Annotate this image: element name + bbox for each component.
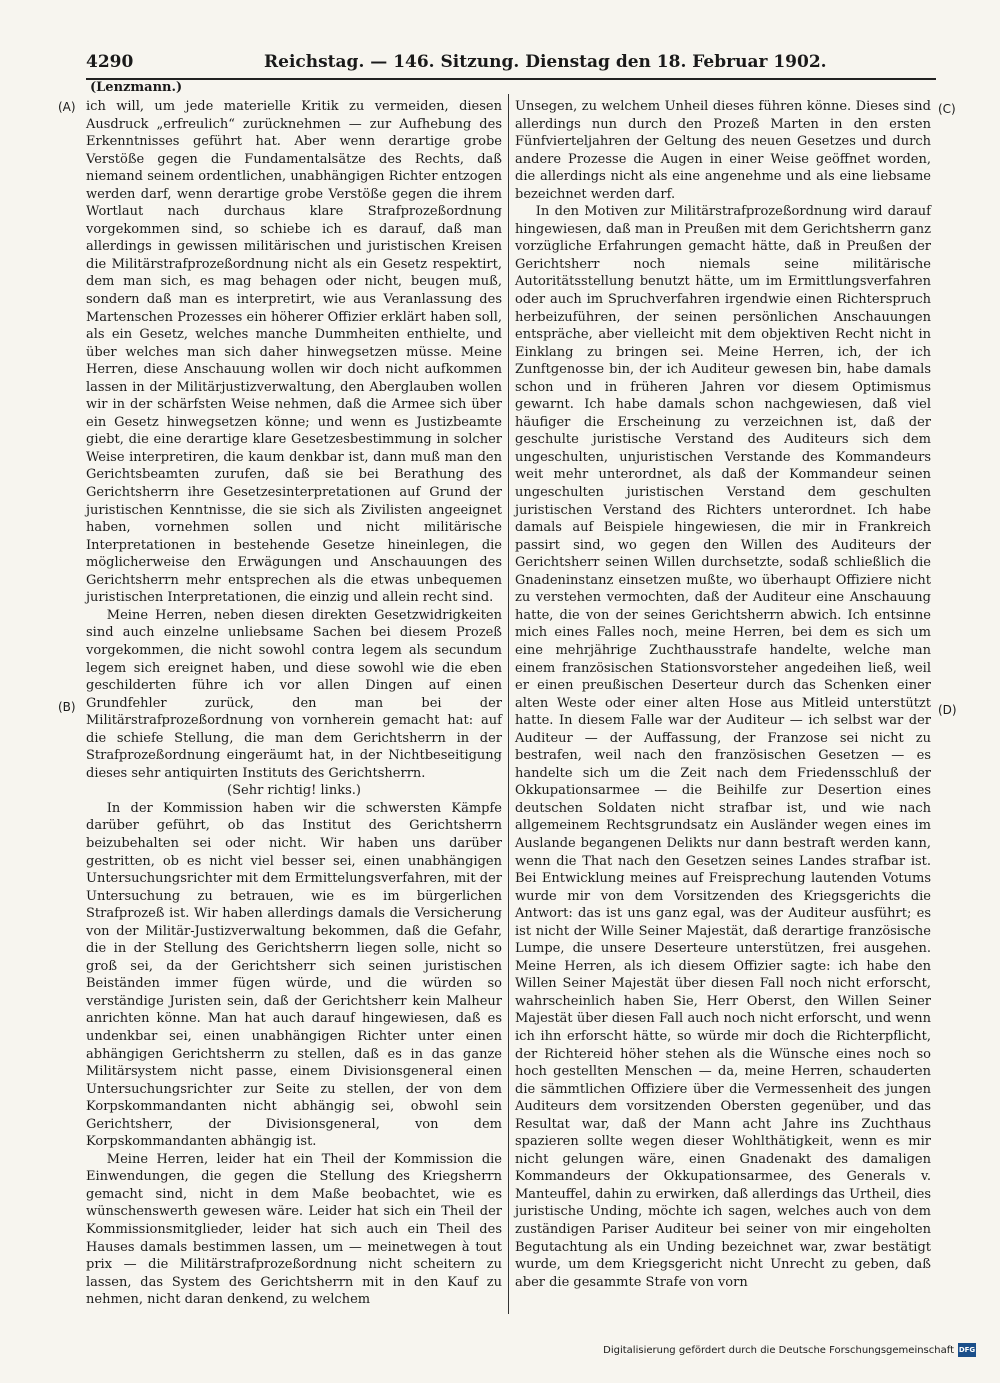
- running-title: Reichstag. — 146. Sitzung. Dienstag den 18. Februar 1902.: [264, 52, 827, 72]
- digitization-footer: [603, 1343, 976, 1357]
- footer-text: Digitalisierung gefördert durch die Deutsche Forschungsgemeinschaft: [603, 1344, 954, 1356]
- margin-marker-c: (C): [938, 102, 956, 116]
- paragraph: Meine Herren, leider hat ein Theil der Kommission die Einwendungen, die gegen die Stellung des Kriegsherrn gemacht sind, nicht in dem Maße beobachtet, wie es wünschenswerth gewesen wäre. Leider hat sich ein Theil der Kommissionsmitglieder, leider hat sich auch ein Theil des Hauses damals bestimmen lassen, um — meinetwegen à tout prix — die Militärstrafprozeßordnung nicht scheitern zu lassen, das System des Gerichtsherrn mit in den Kauf zu nehmen, nicht daran denkend, zu welchem: [86, 1151, 502, 1308]
- page-number: 4290: [86, 52, 134, 72]
- paragraph: Unsegen, zu welchem Unheil dieses führen könne. Dieses sind allerdings nun durch den Prozeß Marten in den ersten Fünfvierteljahren der Geltung des neuen Gesetzes und durch andere Prozesse die Augen in einer Weise geöffnet worden, die allerdings nicht als eine angenehme und als eine liebsame bezeichnet werden darf.: [515, 99, 931, 202]
- paragraph: ich will, um jede materielle Kritik zu vermeiden, diesen Ausdruck „erfreulich“ zurücknehmen — zur Aufhebung des Erkenntnisses geführt hat. Aber wenn derartige grobe Verstöße gegen die Fundamentalsätze des Rechts, daß niemand seinem ordentlichen, unabhängigen Richter entzogen werden darf, wenn derartige grobe Verstöße gegen die ihrem Wortlaut nach durchaus klare Strafprozeßordnung vorgekommen sind, so schiebe ich es darauf, daß man allerdings in gewissen militärischen und juristischen Kreisen die Militärstrafprozeßordnung nicht als ein Gesetz respektirt, dem man sich, es mag behagen oder nicht, beugen muß, sondern daß man es interpretirt, wie aus Veranlassung des Martenschen Prozesses ein höherer Offizier erklärt haben soll, als ein Gesetz, welches manche Dummheiten enthielte, und über welches man sich daher hinwegsetzen müsse. Meine Herren, diese Anschauung wollen wir doch nicht aufkommen lassen in der Militärjustizverwaltung, den Aberglauben wollen wir in der schärfsten Weise nehmen, daß die Armee sich über ein Gesetz hinwegsetzen könne; und wenn es Justizbeamte giebt, die eine derartige klare Gesetzesbestimmung in solcher Weise interpretiren, die kaum denkbar ist, dann muß man den Gerichtsbeamten zurufen, daß sie bei Berathung des Gerichtsherrn ihre Gesetzesinterpretationen auf Grund der juristischen Kenntnisse, die sie sich als Zivilisten angeeignet haben, vornehmen sollen und nicht militärische Interpretationen in bestehende Gesetze hineinlegen, die möglicherweise den Erwägungen und Anschauungen des Gerichtsherrn mehr entsprechen als die etwas unbequemen juristischen Interpretationen, die einzig und allein recht sind.: [86, 99, 502, 606]
- paragraph: In den Motiven zur Militärstrafprozeßordnung wird darauf hingewiesen, daß man in Preußen mit dem Gerichtsherrn ganz vorzügliche Erfahrungen gemacht hätte, daß in Preußen der Gerichtsherr noch niemals seine militärische Autoritätsstellung benutzt hätte, um im Ermittlungsverfahren oder auch im Spruchverfahren irgendwie einen Richterspruch herbeizuführen, der seinen persönlichen Anschauungen entspräche, aber vielleicht mit dem objektiven Recht nicht in Einklang zu bringen sei. Meine Herren, ich, der ich Zunftgenosse bin, der ich Auditeur gewesen bin, habe damals schon und in früheren Jahren vor diesem Optimismus gewarnt. Ich habe damals schon nachgewiesen, daß viel häufiger die Erscheinung zu verzeichnen ist, daß der geschulte juristische Verstand des Auditeurs sich dem ungeschulten, unjuristischen Verstande des Kommandeurs weit mehr unterordnet, als daß der Kommandeur seinen ungeschulten juristischen Verstand dem geschulten juristischen Verstand des Richters unterordnet. Ich habe damals auf Beispiele hingewiesen, die mir in Frankreich passirt sind, wo gegen den Willen des Auditeurs der Gerichtsherr seinen Willen durchsetzte, sodaß schließlich die Gnadeninstanz einsetzen mußte, wo überhaupt Offiziere nicht zu verstehen vermochten, daß der Auditeur eine Anschauung hatte, die von der seines Gerichtsherrn abwich. Ich entsinne mich eines Falles noch, meine Herren, bei dem es sich um eine mehrjährige Zuchthausstrafe handelte, welche man einem französischen Stationsvorsteher angedeihen ließ, weil er einen preußischen Deserteur durch das Schenken einer alten Weste oder einer alten Hose aus Mitleid unterstützt hatte. In diesem Falle war der Auditeur — ich selbst war der Auditeur — der Auffassung, der Franzose sei nicht zu bestrafen, weil nach den französischen Gesetzen — es handelte sich um die Zeit nach dem Friedensschluß der Okkupationsarmee — die Beihilfe zur Desertion eines deutschen Soldaten nicht strafbar ist, und wie nach allgemeinem Rechtsgrundsatz ein Ausländer wegen eines im Auslande begangenen Delikts nur dann bestraft werden kann, wenn die That nach den Gesetzen seines Landes strafbar ist. Bei Entwicklung meines auf Freisprechung lautenden Votums wurde mir von dem Vorsitzenden des Kriegsgerichts die Antwort: das ist uns ganz egal, was der Auditeur ausführt; es ist nicht der Wille Seiner Majestät, daß derartige französische Lumpe, die unsere Deserteure unterstützen, frei ausgehen. Meine Herren, als ich diesem Offizier sagte: ich habe den Willen Seiner Majestät über diesen Fall noch nicht erforscht, wahrscheinlich haben Sie, Herr Oberst, den Willen Seiner Majestät über diesen Fall auch noch nicht erforscht, und wenn ich ihn erforscht hätte, so würde mir doch die Richterpflicht, der Richtereid höher stehen als die Wünsche eines noch so hoch gestellten Menschen — da, meine Herren, schauderten die sämmtlichen Offiziere über die Vermessenheit des jungen Auditeurs dem vorsitzenden Obersten gegenüber, und das Resultat war, daß der Mann acht Jahre ins Zuchthaus spazieren sollte wegen dieser Wohlthätigkeit, wenn es mir nicht gelungen wäre, einen Gnadenakt des damaligen Kommandeurs der Okkupationsarmee, des Generals v. Manteuffel, dahin zu erwirken, daß allerdings das Urtheil, dies juristische Unding, möchte ich sagen, welches auch von dem zuständigen Pariser Auditeur bei seiner von mir eingeholten Begutachtung als ein Unding bezeichnet war, zwar bestätigt wurde, um dem Kriegsgericht nicht Unrecht zu geben, daß aber die gesammte Strafe von vorn: [515, 204, 931, 1290]
- margin-marker-a: (A): [58, 100, 76, 114]
- column-divider: [508, 94, 509, 1314]
- paragraph: In der Kommission haben wir die schwersten Kämpfe darüber geführt, ob das Institut des Gerichtsherrn beizubehalten sei oder nicht. Wir haben uns darüber gestritten, ob es nicht viel besser sei, einen unabhängigen Untersuchungsrichter mit dem Ermittelungsverfahren, mit der Untersuchung zu betrauen, wie es im bürgerlichen Strafprozeß ist. Wir haben allerdings damals die Versicherung von der Militär-Justizverwaltung bekommen, daß die Gefahr, die in der Stellung des Gerichtsherrn liegen solle, nicht so groß sei, da der Gerichtsherr sich seinen juristischen Beiständen immer fügen würde, und die würden so verständige Juristen sein, daß der Gerichtsherr kein Malheur anrichten könne. Man hat auch darauf hingewiesen, daß es undenkbar sei, einen unabhängigen Richter unter einen abhängigen Gerichtsherrn zu stellen, daß es in das ganze Militärsystem nicht passe, einem Divisionsgeneral einen Untersuchungsrichter zur Seite zu stellen, der von dem Korpskommandanten nicht abhängig sei, obwohl sein Gerichtsherr, der Divisionsgeneral, von dem Korpskommandanten abhängig ist.: [86, 800, 502, 1150]
- dfg-logo-icon: DFG: [958, 1343, 976, 1357]
- page-header: [86, 48, 936, 80]
- paragraph: Meine Herren, neben diesen direkten Gesetzwidrigkeiten sind auch einzelne unliebsame Sachen bei diesem Prozeß vorgekommen, die nicht sowohl contra legem als secundum legem sich ereignet haben, und diese sowohl wie die eben geschilderten führe ich vor allen Dingen auf einen Grundfehler zurück, den man bei der Militärstrafprozeßordnung von vornherein gemacht hat: auf die schiefe Stellung, die man dem Gerichtsherrn in der Strafprozeßordnung eingeräumt hat, in der Nichtbeseitigung dieses sehr antiquirten Instituts des Gerichtsherrn.: [86, 607, 502, 781]
- margin-marker-d: (D): [938, 703, 957, 717]
- interjection: (Sehr richtig! links.): [227, 783, 361, 799]
- right-column: [515, 98, 931, 1291]
- speaker-name: (Lenzmann.): [90, 80, 183, 95]
- left-column: [86, 98, 502, 1309]
- margin-marker-b: (B): [58, 700, 76, 714]
